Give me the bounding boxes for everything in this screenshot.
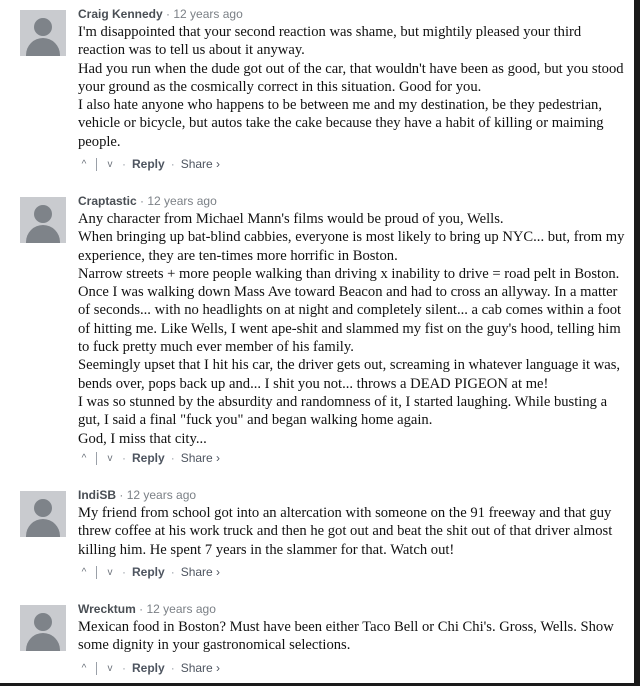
comment-paragraph: When bringing up bat-blind cabbies, everyone is most likely to bring up NYC... but, from my experience, they are ten-times more horrific in Boston. — [78, 229, 625, 264]
chevron-up-icon[interactable]: ^ — [81, 662, 87, 674]
vote-divider — [96, 662, 97, 675]
reply-button[interactable]: Reply — [132, 565, 165, 579]
avatar[interactable] — [20, 197, 66, 243]
action-separator: · — [170, 451, 175, 465]
comment-paragraph: Once I was walking down Mass Ave toward Beacon and had to cross an allyway. In a matter of seconds... with no headlights on at night and completely silent... a cab comes within a foot of hitting me. Like Wells, I went ape-shit and slammed my fist on the guy's hood, telling him to fuck pretty much ever member of his family. — [78, 284, 622, 356]
comment-paragraph: Had you run when the dude got out of the car, that wouldn't have been as good, but you stood your ground as the cosmically correct in this situation. Good for you. — [78, 60, 624, 95]
share-button[interactable]: Share › — [180, 157, 221, 171]
chevron-down-icon[interactable]: v — [107, 158, 113, 170]
comment-body — [78, 504, 630, 559]
comment-paragraph: I'm disappointed that your second reaction was shame, but mightily pleased your third reaction was to tell us about it anyway. — [78, 24, 582, 59]
comment-author[interactable]: Wrecktum — [78, 602, 136, 616]
comment-paragraph: I was so stunned by the absurdity and randomness of it, I started laughing. While busting a gut, I said a final "fuck you" and began walking home again. — [78, 393, 608, 429]
comment-body — [78, 210, 630, 448]
reply-button[interactable]: Reply — [132, 157, 165, 171]
chevron-down-icon[interactable]: v — [107, 566, 113, 578]
comment-meta — [78, 6, 243, 22]
chevron-up-icon[interactable]: ^ — [81, 158, 87, 170]
meta-separator: · — [119, 488, 124, 502]
comment-author[interactable]: IndiSB — [78, 488, 116, 502]
action-separator: · — [170, 661, 175, 675]
chevron-up-icon[interactable]: ^ — [81, 566, 87, 578]
reply-button[interactable]: Reply — [132, 661, 165, 675]
comment-time[interactable]: 12 years ago — [146, 602, 216, 616]
action-separator: · — [170, 565, 175, 579]
comment-body — [78, 23, 630, 151]
avatar[interactable] — [20, 10, 66, 56]
chevron-down-icon[interactable]: v — [107, 662, 113, 674]
meta-separator: · — [166, 7, 171, 21]
chevron-down-icon[interactable]: v — [107, 452, 113, 464]
action-separator: · — [122, 661, 126, 675]
comment-paragraph: Any character from Michael Mann's films would be proud of you, Wells. — [78, 211, 504, 227]
comment-paragraph: God, I miss that city... — [78, 430, 207, 447]
comment-paragraph: I also hate anyone who happens to be between me and my destination, be they pedestrian, vehicle or bicycle, but autos take the cake because they have a habit of killing or maiming people. — [78, 97, 604, 150]
comment-paragraph: Narrow streets + more people walking than driving x inability to drive = road pelt in Boston. — [78, 265, 620, 282]
meta-separator: · — [140, 194, 145, 208]
comment-time[interactable]: 12 years ago — [126, 488, 197, 502]
vote-divider — [96, 452, 97, 465]
comment-author[interactable]: Craig Kennedy — [78, 7, 163, 21]
comment-paragraph: Mexican food in Boston? Must have been either Taco Bell or Chi Chi's. Gross, Wells. Show some dignity in your gastronomical selections. — [78, 619, 614, 654]
comment-paragraph: My friend from school got into an altercation with someone on the 91 freeway and that guy threw coffee at his work truck and then he got out and beat the shit out of that driver almost killing him. He spent 7 years in the slammer for that. Watch out! — [78, 505, 613, 558]
comment-actions — [78, 661, 220, 675]
share-button[interactable]: Share › — [180, 565, 221, 579]
action-separator: · — [122, 451, 126, 465]
vote-divider — [96, 566, 97, 579]
comment-meta — [78, 193, 217, 209]
comment-meta — [78, 601, 216, 617]
share-button[interactable]: Share › — [180, 661, 221, 675]
comment-actions — [78, 451, 220, 465]
comment-time[interactable]: 12 years ago — [173, 7, 243, 21]
action-separator: · — [122, 157, 126, 171]
comment-actions — [78, 157, 220, 171]
comment-actions — [78, 565, 220, 579]
chevron-up-icon[interactable]: ^ — [81, 452, 87, 464]
reply-button[interactable]: Reply — [132, 451, 165, 465]
vote-divider — [96, 158, 97, 171]
comment-meta — [78, 487, 196, 503]
comment-author[interactable]: Craptastic — [78, 194, 137, 208]
comment-paragraph: Seemingly upset that I hit his car, the driver gets out, screaming in whatever language it was, bends over, pops back up and... I shit you not... throws a DEAD PIGEON at me! — [78, 357, 621, 392]
avatar[interactable] — [20, 491, 66, 537]
share-button[interactable]: Share › — [180, 451, 221, 465]
avatar[interactable] — [20, 605, 66, 651]
action-separator: · — [122, 565, 126, 579]
meta-separator: · — [139, 602, 144, 616]
action-separator: · — [170, 157, 175, 171]
window-edge-right — [634, 0, 640, 686]
comment-body — [78, 618, 630, 655]
comment-time[interactable]: 12 years ago — [147, 194, 217, 208]
